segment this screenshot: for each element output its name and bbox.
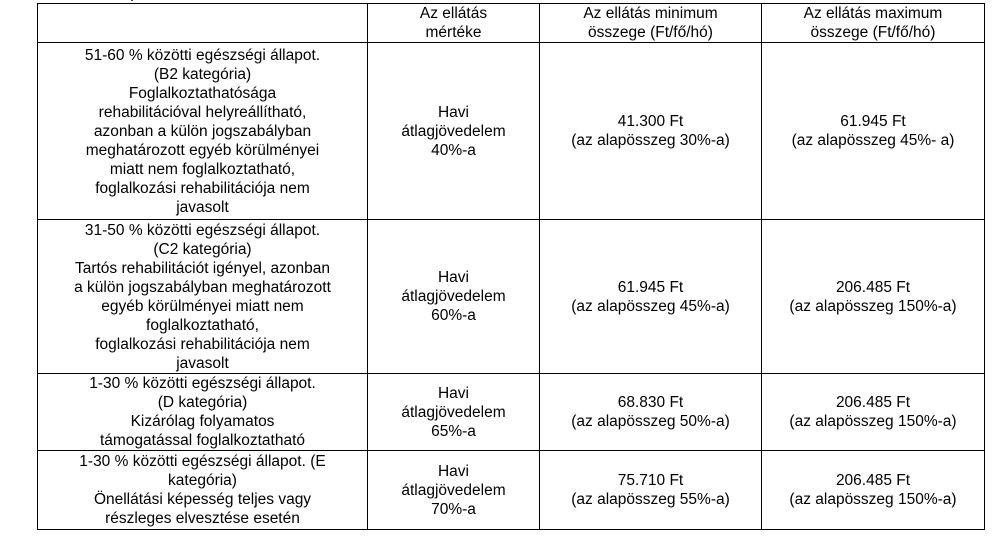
maximum-amount-cell: 206.485 Ft (az alapösszeg 150%-a)	[762, 220, 985, 374]
header-minimum: Az ellátás minimum összege (Ft/fő/hó)	[540, 4, 762, 43]
measure-cell: Havi átlagjövedelem 65%-a	[368, 374, 540, 451]
category-cell: 31-50 % közötti egészségi állapot. (C2 kategória) Tartós rehabilitációt igényel, azonban a külön jogszabályban meghatározott egyéb körülményei miatt nem foglalkoztatható, foglalkozási rehabilitációja nem javasolt	[38, 220, 368, 374]
header-empty-cell	[38, 4, 368, 43]
category-cell: 1-30 % közötti egészségi állapot. (D kategória) Kizárólag folyamatos támogatással foglalkoztatható	[38, 374, 368, 451]
table-header-row	[38, 4, 985, 43]
header-measure: Az ellátás mértéke	[368, 4, 540, 43]
maximum-amount-cell: 206.485 Ft (az alapösszeg 150%-a)	[762, 374, 985, 451]
table-row	[38, 374, 985, 451]
minimum-amount-cell: 41.300 Ft (az alapösszeg 30%-a)	[540, 43, 762, 220]
benefit-amounts-table	[37, 3, 985, 530]
minimum-amount-cell: 75.710 Ft (az alapösszeg 55%-a)	[540, 451, 762, 530]
minimum-amount-cell: 68.830 Ft (az alapösszeg 50%-a)	[540, 374, 762, 451]
category-cell: 51-60 % közötti egészségi állapot. (B2 kategória) Foglalkoztathatósága rehabilitációval helyreállítható, azonban a külön jogszabályban meghatározott egyéb körülményei miatt nem foglalkoztatható, foglalkozási rehabilitációja nem javasolt	[38, 43, 368, 220]
minimum-amount-cell: 61.945 Ft (az alapösszeg 45%-a)	[540, 220, 762, 374]
table-row	[38, 451, 985, 530]
measure-cell: Havi átlagjövedelem 40%-a	[368, 43, 540, 220]
table-row	[38, 220, 985, 374]
header-maximum: Az ellátás maximum összege (Ft/fő/hó)	[762, 4, 985, 43]
table-row	[38, 43, 985, 220]
measure-cell: Havi átlagjövedelem 70%-a	[368, 451, 540, 530]
maximum-amount-cell: 61.945 Ft (az alapösszeg 45%- a)	[762, 43, 985, 220]
maximum-amount-cell: 206.485 Ft (az alapösszeg 150%-a)	[762, 451, 985, 530]
category-cell: 1-30 % közötti egészségi állapot. (E kategória) Önellátási képesség teljes vagy részleges elvesztése esetén	[38, 451, 368, 530]
measure-cell: Havi átlagjövedelem 60%-a	[368, 220, 540, 374]
